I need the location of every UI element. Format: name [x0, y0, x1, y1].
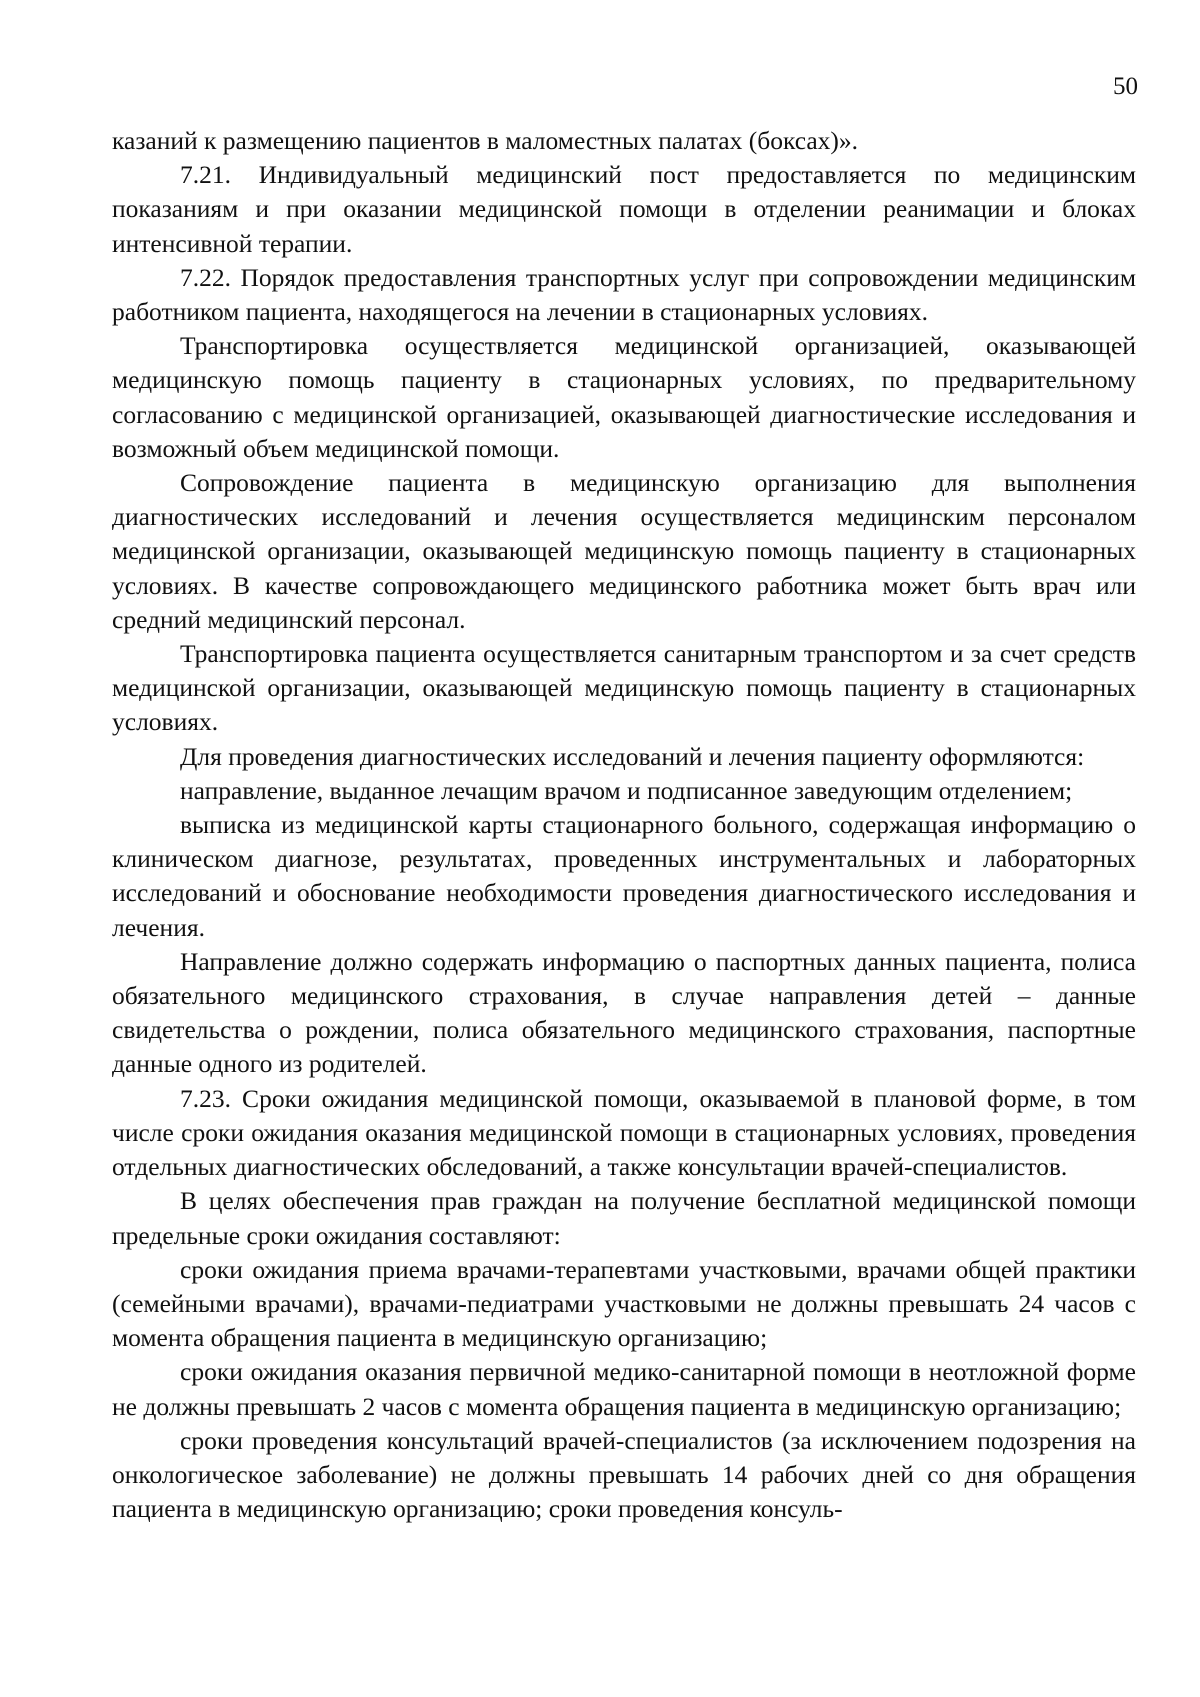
- paragraph: Направление должно содержать информацию о паспортных данных пациента, полиса обязательного медицинского страхования, в случае направления детей – данные свидетельства о рождении, полиса обязательного медицинского страхования, паспортные данные одного из родителей.: [112, 946, 1136, 1079]
- page-number: 50: [1113, 73, 1138, 100]
- paragraph: Для проведения диагностических исследований и лечения пациенту оформляются:: [180, 741, 1085, 771]
- paragraph-7-22: 7.22. Порядок предоставления транспортных услуг при сопровождении медицинским работником пациента, находящегося на лечении в стационарных условиях.: [112, 262, 1136, 327]
- body-text: [112, 124, 1136, 1526]
- paragraph-7-21: 7.21. Индивидуальный медицинский пост предоставляется по медицинским показаниям и при оказании медицинской помощи в отделении реанимации и блоках интенсивной терапии.: [112, 160, 1136, 258]
- paragraph: В целях обеспечения прав граждан на получение бесплатной медицинской помощи предельные сроки ожидания составляют:: [112, 1186, 1136, 1250]
- paragraph-7-23: 7.23. Сроки ожидания медицинской помощи, оказываемой в плановой форме, в том числе сроки ожидания оказания медицинской помощи в стационарных условиях, проведения отдельных диагностических обследований, а также консультации врачей-специалистов.: [112, 1083, 1136, 1182]
- paragraph: Транспортировка осуществляется медицинской организацией, оказывающей медицинскую помощь пациенту в стационарных условиях, по предварительному согласованию с медицинской организацией, оказывающей диагностические исследования и возможный объем медицинской помощи.: [112, 331, 1136, 463]
- list-item: сроки ожидания приема врачами-терапевтами участковыми, врачами общей практики (семейными врачами), врачами-педиатрами участковыми не должны превышать 24 часов с момента обращения пациента в медицинскую организацию;: [112, 1254, 1136, 1353]
- list-item: сроки ожидания оказания первичной медико-санитарной помощи в неотложной форме не должны превышать 2 часов с момента обращения пациента в медицинскую организацию;: [112, 1357, 1136, 1421]
- paragraph-continuation: казаний к размещению пациентов в маломестных палатах (боксах)».: [112, 126, 859, 155]
- list-item: выписка из медицинской карты стационарного больного, содержащая информацию о клиническом диагнозе, результатах, проведенных инструментальных и лабораторных исследований и обоснование необходимости проведения диагностического исследования и лечения.: [112, 810, 1136, 942]
- list-item: сроки проведения консультаций врачей-специалистов (за исключением подозрения на онкологическое заболевание) не должны превышать 14 рабочих дней со дня обращения пациента в медицинскую организацию; сроки проведения консуль-: [112, 1425, 1136, 1524]
- list-item: направление, выданное лечащим врачом и подписанное заведующим отделением;: [180, 775, 1073, 805]
- paragraph: Сопровождение пациента в медицинскую организацию для выполнения диагностических исследований и лечения осуществляется медицинским персоналом медицинской организации, оказывающей медицинскую помощь пациенту в стационарных условиях. В качестве сопровождающего медицинского работника может быть врач или средний медицинский персонал.: [112, 468, 1136, 634]
- paragraph: Транспортировка пациента осуществляется санитарным транспортом и за счет средств медицинской организации, оказывающей медицинскую помощь пациенту в стационарных условиях.: [112, 639, 1136, 737]
